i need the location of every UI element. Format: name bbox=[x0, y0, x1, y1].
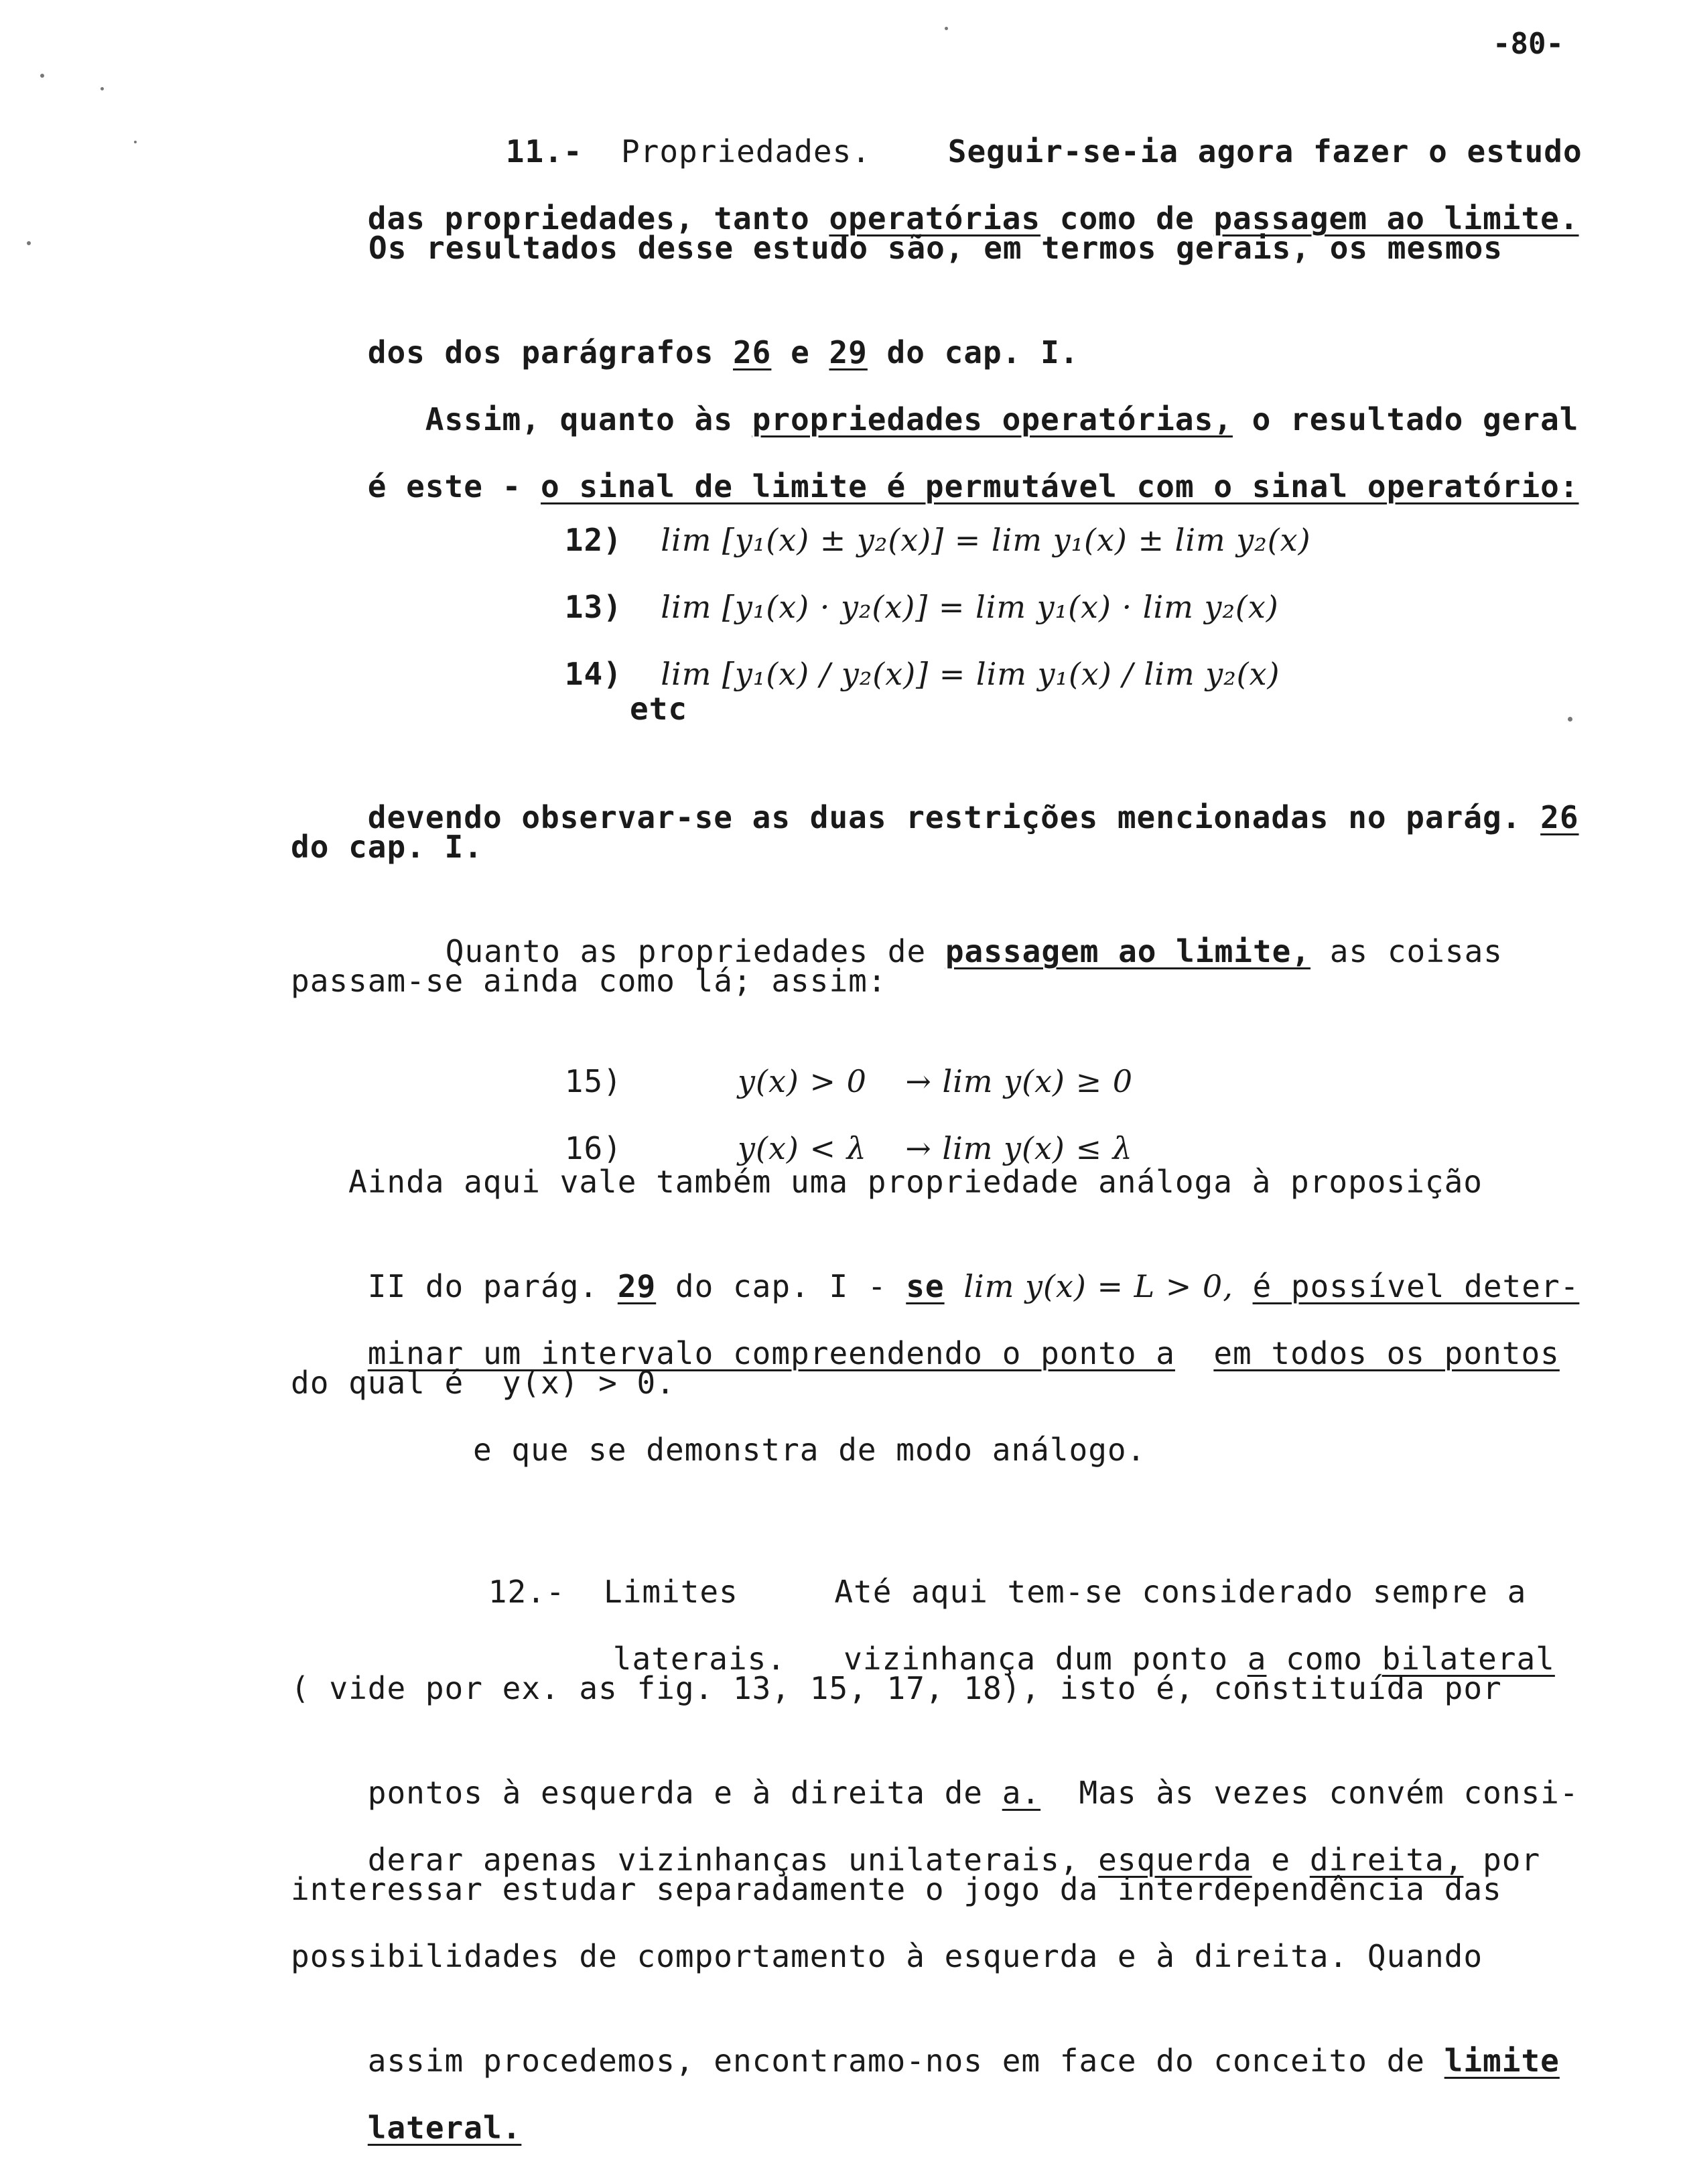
text-underlined: esquerda bbox=[1098, 1842, 1252, 1878]
text: derar apenas vizinhanças unilaterais, bbox=[367, 1842, 1099, 1878]
text-underlined: a bbox=[1247, 1641, 1267, 1677]
scan-speck bbox=[100, 87, 104, 90]
scan-speck bbox=[134, 141, 137, 143]
formula-expression: lim [y₁(x) ± y₂(x)] = lim y₁(x) ± lim y₂(x) bbox=[661, 522, 1311, 558]
text: dos dos parágrafos bbox=[367, 334, 733, 370]
handwritten-limit: lim y(x) = L > 0, bbox=[963, 1268, 1233, 1304]
formula-label: 14) bbox=[564, 656, 622, 692]
section-11-line-3: Os resultados desse estudo são, em termos gerais, os mesmos bbox=[368, 230, 1503, 266]
text: pontos à esquerda e à direita de bbox=[367, 1775, 1002, 1811]
text: como bbox=[1266, 1641, 1382, 1677]
section-11-number: 11.- bbox=[505, 133, 583, 169]
text: é este - bbox=[367, 468, 541, 504]
etc-text: etc bbox=[630, 691, 688, 727]
scan-speck bbox=[945, 27, 948, 30]
text: assim procedemos, encontramo-nos em face do conceito de bbox=[367, 2043, 1444, 2079]
scan-speck bbox=[1568, 717, 1572, 722]
section-12-number: 12.- bbox=[488, 1574, 565, 1610]
text: II do parág. bbox=[367, 1268, 618, 1304]
text-underlined: em todos os pontos bbox=[1213, 1335, 1560, 1371]
paragraph-ref: 29 bbox=[829, 334, 868, 370]
formula-rhs: → lim y(x) ≤ λ bbox=[905, 1130, 1133, 1166]
formula-14 bbox=[488, 618, 1280, 730]
paragraph-4-line-1: Ainda aqui vale também uma propriedade análoga à proposição bbox=[348, 1164, 1483, 1200]
paragraph-ref: 29 bbox=[617, 1268, 657, 1304]
text-underlined: operatórias bbox=[829, 200, 1041, 236]
paragraph-3-line-2: passam-se ainda como lá; assim: bbox=[291, 963, 887, 999]
formula-lhs: y(x) > 0 bbox=[738, 1063, 867, 1099]
paragraph-2-line-1 bbox=[291, 761, 1579, 874]
formula-label: 12) bbox=[564, 522, 622, 558]
text: devendo observar-se as duas restrições mencionadas no parág. bbox=[367, 799, 1541, 835]
text-underlined: passagem ao limite, bbox=[945, 933, 1311, 969]
formula-expression: lim [y₁(x) · y₂(x)] = lim y₁(x) · lim y₂(x) bbox=[661, 589, 1279, 625]
text-underlined: minar um intervalo compreendendo o ponto a bbox=[367, 1335, 1175, 1371]
section-12-line-9 bbox=[291, 2071, 521, 2184]
page-number: -80- bbox=[1493, 27, 1564, 61]
formula-label: 13) bbox=[564, 589, 622, 625]
text: do cap. I - bbox=[656, 1268, 906, 1304]
paragraph-ref: 26 bbox=[732, 334, 772, 370]
formula-expression: lim [y₁(x) / y₂(x)] = lim y₁(x) / lim y₂(x) bbox=[661, 656, 1280, 692]
text: e bbox=[1252, 1842, 1310, 1878]
text-underlined: direita, bbox=[1309, 1842, 1464, 1878]
text-underlined: lateral. bbox=[367, 2110, 522, 2146]
text: Quanto as propriedades de bbox=[445, 933, 945, 969]
text: o resultado geral bbox=[1232, 401, 1579, 437]
text: as coisas bbox=[1310, 933, 1503, 969]
formula-lhs: y(x) < λ bbox=[738, 1130, 867, 1166]
section-11-heading: Propriedades. bbox=[620, 133, 871, 169]
section-12-line-6: interessar estudar separadamente o jogo da interdependência das bbox=[291, 1871, 1502, 1907]
section-12-line-3: ( vide por ex. as fig. 13, 15, 17, 18), isto é, constituída por bbox=[291, 1670, 1502, 1706]
text-underlined: se bbox=[906, 1268, 945, 1304]
text: das propriedades, tanto bbox=[367, 200, 829, 236]
text-underlined: o sinal de limite é permutável com o sinal operatório: bbox=[541, 468, 1579, 504]
paragraph-ref: 26 bbox=[1540, 799, 1579, 835]
text-underlined: propriedades operatórias, bbox=[752, 401, 1233, 437]
section-12-text: Até aqui tem-se considerado sempre a bbox=[834, 1574, 1527, 1610]
text: por bbox=[1463, 1842, 1541, 1878]
text: vizinhança dum ponto bbox=[844, 1641, 1248, 1677]
text-underlined: limite bbox=[1444, 2043, 1560, 2079]
text: Mas às vezes convém consi- bbox=[1040, 1775, 1579, 1811]
section-12-heading: laterais. bbox=[612, 1641, 787, 1677]
text-underlined: é possível deter- bbox=[1252, 1268, 1580, 1304]
section-12-line-7: possibilidades de comportamento à esquerda e à direita. Quando bbox=[291, 1938, 1483, 1974]
text: Assim, quanto às bbox=[425, 401, 752, 437]
paragraph-4-line-4: do qual é y(x) > 0. bbox=[291, 1365, 675, 1401]
scan-speck bbox=[40, 74, 44, 78]
scan-speck bbox=[27, 241, 31, 245]
text: e bbox=[771, 334, 829, 370]
section-12-heading: Limites bbox=[603, 1574, 738, 1610]
text-underlined: bilateral bbox=[1382, 1641, 1555, 1677]
section-11-text: Seguir-se-ia agora fazer o estudo bbox=[947, 133, 1583, 169]
formula-label: 16) bbox=[564, 1130, 622, 1166]
text-underlined: passagem ao limite. bbox=[1213, 200, 1579, 236]
formula-rhs: → lim y(x) ≥ 0 bbox=[905, 1063, 1134, 1099]
paragraph-4-line-5: e que se demonstra de modo análogo. bbox=[473, 1432, 1146, 1468]
formula-label: 15) bbox=[564, 1063, 622, 1099]
text: como de bbox=[1040, 200, 1214, 236]
paragraph-2-line-2: do cap. I. bbox=[291, 829, 483, 865]
text-underlined: a. bbox=[1002, 1775, 1041, 1811]
text: do cap. I. bbox=[867, 334, 1079, 370]
